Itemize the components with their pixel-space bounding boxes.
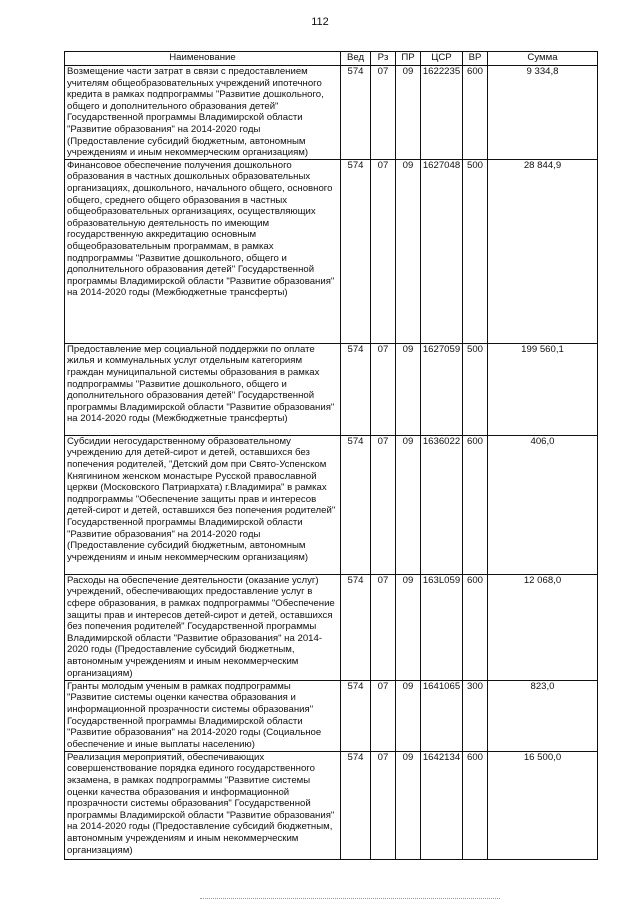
table-row xyxy=(65,751,598,859)
row-csr: 1641065 xyxy=(421,680,463,751)
row-csr: 1627048 xyxy=(421,159,463,343)
row-rz: 07 xyxy=(371,435,396,574)
row-csr: 1642134 xyxy=(421,751,463,859)
row-name: Предоставление мер социальной поддержки по оплате жилья и коммунальных услуг отдельным категориям граждан муниципальной системы образования в рамках подпрограммы "Развитие дошкольного, общего и дополнительного образования детей" Государственной программы Владимирской области "Развитие образования" на 2014-2020 годы (Межбюджетные трансферты) xyxy=(65,343,341,435)
row-ved: 574 xyxy=(341,680,371,751)
row-rz: 07 xyxy=(371,66,396,160)
row-csr: 1622235 xyxy=(421,66,463,160)
row-csr: 163L059 xyxy=(421,574,463,680)
row-pr: 09 xyxy=(396,574,421,680)
row-vr: 600 xyxy=(463,435,488,574)
row-vr: 600 xyxy=(463,66,488,160)
row-csr: 1627059 xyxy=(421,343,463,435)
table-row xyxy=(65,574,598,680)
row-vr: 600 xyxy=(463,751,488,859)
row-pr: 09 xyxy=(396,159,421,343)
row-rz: 07 xyxy=(371,343,396,435)
row-rz: 07 xyxy=(371,680,396,751)
table-row xyxy=(65,680,598,751)
row-name: Расходы на обеспечение деятельности (оказание услуг) учреждений, обеспечивающих предоставление услуг в сфере образования, в рамках подпрограммы "Обеспечение защиты прав и интересов детей-сирот и детей, оставшихся без попечения родителей" Государственной программы Владимирской области "Развитие образования" на 2014-2020 годы (Предоставление субсидий бюджетным, автономным учреждениям и иным некоммерческим организациям) xyxy=(65,574,341,680)
row-rz: 07 xyxy=(371,751,396,859)
header-csr: ЦСР xyxy=(421,52,463,66)
row-rz: 07 xyxy=(371,574,396,680)
row-name: Возмещение части затрат в связи с предоставлением учителям общеобразовательных учреждений ипотечного кредита в рамках подпрограммы "Развитие дошкольного, общего и дополнительного образования детей" Государственной программы Владимирской области "Развитие образования" на 2014-2020 годы (Предоставление субсидий бюджетным, автономным учреждениям и иным некоммерческим организациям) xyxy=(65,66,341,160)
table-row xyxy=(65,66,598,160)
header-vr: ВР xyxy=(463,52,488,66)
row-ved: 574 xyxy=(341,574,371,680)
row-sum: 28 844,9 xyxy=(488,159,598,343)
row-sum: 406,0 xyxy=(488,435,598,574)
row-name: Реализация мероприятий, обеспечивающих совершенствование порядка единого государственного экзамена, в рамках подпрограммы "Развитие системы оценки качества образования и информационной прозрачности системы образования" Государственной программы Владимирской области "Развитие образования" на 2014-2020 годы (Предоставление субсидий бюджетным, автономным учреждениям и иным некоммерческим организациям) xyxy=(65,751,341,859)
row-vr: 500 xyxy=(463,159,488,343)
header-rz: Рз xyxy=(371,52,396,66)
header-name: Наименование xyxy=(65,52,341,66)
row-ved: 574 xyxy=(341,343,371,435)
row-ved: 574 xyxy=(341,751,371,859)
row-ved: 574 xyxy=(341,66,371,160)
table-row xyxy=(65,435,598,574)
row-name: Финансовое обеспечение получения дошкольного образования в частных дошкольных образовательных организациях, дошкольного, начального общего, основного общего, среднего общего образования в частных общеобразовательных организациях, осуществляющих образовательную деятельность по имеющим государственную аккредитацию основным общеобразовательным программам, в рамках подпрограммы "Развитие дошкольного, общего и дополнительного образования детей" Государственной программы Владимирской области "Развитие образования" на 2014-2020 годы (Межбюджетные трансферты) xyxy=(65,159,341,343)
scan-edge-marks xyxy=(200,898,500,901)
row-ved: 574 xyxy=(341,435,371,574)
row-vr: 300 xyxy=(463,680,488,751)
row-pr: 09 xyxy=(396,751,421,859)
row-vr: 500 xyxy=(463,343,488,435)
row-sum: 9 334,8 xyxy=(488,66,598,160)
row-pr: 09 xyxy=(396,343,421,435)
row-ved: 574 xyxy=(341,159,371,343)
row-pr: 09 xyxy=(396,435,421,574)
table-row xyxy=(65,159,598,343)
row-csr: 1636022 xyxy=(421,435,463,574)
row-pr: 09 xyxy=(396,680,421,751)
row-vr: 600 xyxy=(463,574,488,680)
budget-table xyxy=(64,51,598,860)
row-pr: 09 xyxy=(396,66,421,160)
row-sum: 16 500,0 xyxy=(488,751,598,859)
header-sum: Сумма xyxy=(488,52,598,66)
row-name: Гранты молодым ученым в рамках подпрограммы "Развитие системы оценки качества образования и информационной прозрачности системы образования" Государственной программы Владимирской области "Развитие образования" на 2014-2020 годы (Социальное обеспечение и иные выплаты населению) xyxy=(65,680,341,751)
row-sum: 12 068,0 xyxy=(488,574,598,680)
header-pr: ПР xyxy=(396,52,421,66)
row-name: Субсидии негосударственному образовательному учреждению для детей-сирот и детей, оставшихся без попечения родителей, "Детский дом при Свято-Успенском Княгинином женском монастыре Русской православной церкви (Московского Патриархата) г.Владимира" в рамках подпрограммы "Обеспечение защиты прав и интересов детей-сирот и детей, оставшихся без попечения родителей" Государственной программы Владимирской области "Развитие образования" на 2014-2020 годы (Предоставление субсидий бюджетным, автономным учреждениям и иным некоммерческим организациям) xyxy=(65,435,341,574)
row-sum: 823,0 xyxy=(488,680,598,751)
table-header-row xyxy=(65,52,598,66)
row-sum: 199 560,1 xyxy=(488,343,598,435)
page-number: 112 xyxy=(311,16,329,28)
table-row xyxy=(65,343,598,435)
header-ved: Вед xyxy=(341,52,371,66)
row-rz: 07 xyxy=(371,159,396,343)
